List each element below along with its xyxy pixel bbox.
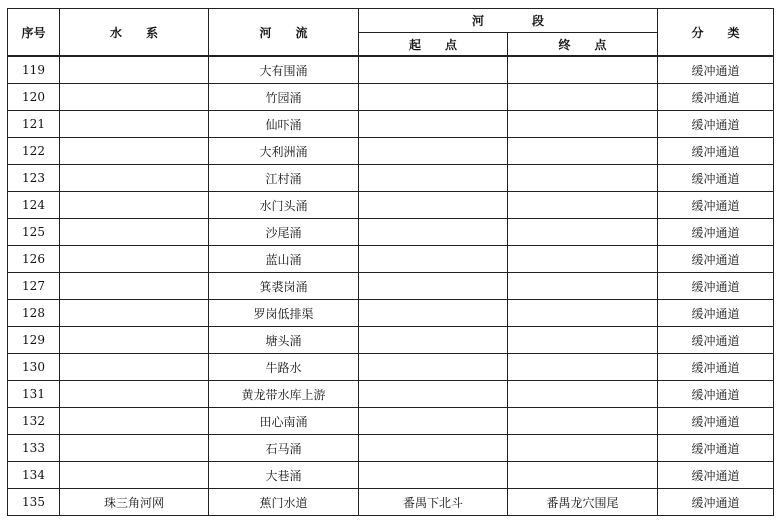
cell-river: 沙尾涌 bbox=[209, 219, 359, 246]
cell-river: 田心南涌 bbox=[209, 408, 359, 435]
cell-seq: 122 bbox=[8, 138, 60, 165]
cell-end bbox=[508, 381, 658, 408]
table-row bbox=[8, 381, 774, 408]
cell-start bbox=[359, 138, 508, 165]
cell-end bbox=[508, 462, 658, 489]
table-row bbox=[8, 273, 774, 300]
header-seq: 序号 bbox=[8, 9, 60, 57]
cell-end bbox=[508, 300, 658, 327]
cell-start bbox=[359, 192, 508, 219]
cell-category: 缓冲通道 bbox=[658, 300, 774, 327]
cell-category: 缓冲通道 bbox=[658, 462, 774, 489]
cell-category: 缓冲通道 bbox=[658, 84, 774, 111]
cell-seq: 135 bbox=[8, 489, 60, 516]
cell-seq: 123 bbox=[8, 165, 60, 192]
table-row bbox=[8, 489, 774, 516]
table-row bbox=[8, 435, 774, 462]
cell-category: 缓冲通道 bbox=[658, 381, 774, 408]
header-water-system: 水 系 bbox=[60, 9, 209, 57]
cell-end bbox=[508, 354, 658, 381]
cell-water-system bbox=[60, 165, 209, 192]
cell-seq: 131 bbox=[8, 381, 60, 408]
cell-category: 缓冲通道 bbox=[658, 327, 774, 354]
table-row bbox=[8, 327, 774, 354]
cell-water-system bbox=[60, 435, 209, 462]
table-row bbox=[8, 84, 774, 111]
cell-water-system bbox=[60, 408, 209, 435]
cell-river: 江村涌 bbox=[209, 165, 359, 192]
cell-end bbox=[508, 219, 658, 246]
cell-end: 番禺龙穴围尾 bbox=[508, 489, 658, 516]
table-row bbox=[8, 300, 774, 327]
cell-seq: 126 bbox=[8, 246, 60, 273]
cell-category: 缓冲通道 bbox=[658, 408, 774, 435]
cell-seq: 121 bbox=[8, 111, 60, 138]
cell-river: 箕裘岗涌 bbox=[209, 273, 359, 300]
cell-end bbox=[508, 111, 658, 138]
cell-water-system bbox=[60, 273, 209, 300]
cell-start bbox=[359, 300, 508, 327]
header-category: 分 类 bbox=[658, 9, 774, 57]
cell-seq: 130 bbox=[8, 354, 60, 381]
cell-river: 蓝山涌 bbox=[209, 246, 359, 273]
table-row bbox=[8, 462, 774, 489]
cell-water-system bbox=[60, 246, 209, 273]
cell-start bbox=[359, 273, 508, 300]
cell-start bbox=[359, 327, 508, 354]
cell-end bbox=[508, 273, 658, 300]
cell-seq: 120 bbox=[8, 84, 60, 111]
table-body bbox=[8, 56, 774, 516]
river-table bbox=[7, 8, 774, 516]
cell-seq: 133 bbox=[8, 435, 60, 462]
cell-end bbox=[508, 246, 658, 273]
cell-category: 缓冲通道 bbox=[658, 354, 774, 381]
table-row bbox=[8, 138, 774, 165]
cell-seq: 132 bbox=[8, 408, 60, 435]
table-row bbox=[8, 219, 774, 246]
cell-river: 塘头涌 bbox=[209, 327, 359, 354]
cell-start bbox=[359, 219, 508, 246]
table-row bbox=[8, 165, 774, 192]
cell-river: 牛路水 bbox=[209, 354, 359, 381]
cell-river: 黄龙带水库上游 bbox=[209, 381, 359, 408]
cell-water-system bbox=[60, 84, 209, 111]
cell-end bbox=[508, 56, 658, 84]
cell-category: 缓冲通道 bbox=[658, 56, 774, 84]
cell-river: 石马涌 bbox=[209, 435, 359, 462]
cell-start bbox=[359, 408, 508, 435]
table-row bbox=[8, 192, 774, 219]
cell-water-system bbox=[60, 462, 209, 489]
cell-water-system bbox=[60, 56, 209, 84]
cell-category: 缓冲通道 bbox=[658, 111, 774, 138]
table-row bbox=[8, 246, 774, 273]
cell-start bbox=[359, 354, 508, 381]
cell-category: 缓冲通道 bbox=[658, 192, 774, 219]
header-end: 终 点 bbox=[508, 33, 658, 57]
cell-water-system bbox=[60, 300, 209, 327]
cell-water-system bbox=[60, 111, 209, 138]
cell-category: 缓冲通道 bbox=[658, 435, 774, 462]
cell-start bbox=[359, 435, 508, 462]
cell-end bbox=[508, 84, 658, 111]
cell-water-system bbox=[60, 219, 209, 246]
cell-end bbox=[508, 408, 658, 435]
header-river: 河 流 bbox=[209, 9, 359, 57]
table-row bbox=[8, 56, 774, 84]
cell-seq: 129 bbox=[8, 327, 60, 354]
cell-water-system bbox=[60, 354, 209, 381]
cell-start bbox=[359, 111, 508, 138]
cell-water-system bbox=[60, 192, 209, 219]
cell-start bbox=[359, 462, 508, 489]
cell-river: 水门头涌 bbox=[209, 192, 359, 219]
cell-category: 缓冲通道 bbox=[658, 273, 774, 300]
cell-water-system bbox=[60, 381, 209, 408]
cell-seq: 119 bbox=[8, 56, 60, 84]
cell-end bbox=[508, 165, 658, 192]
cell-river: 蕉门水道 bbox=[209, 489, 359, 516]
cell-category: 缓冲通道 bbox=[658, 219, 774, 246]
cell-water-system bbox=[60, 327, 209, 354]
cell-category: 缓冲通道 bbox=[658, 165, 774, 192]
cell-river: 竹园涌 bbox=[209, 84, 359, 111]
cell-start bbox=[359, 165, 508, 192]
table-row bbox=[8, 354, 774, 381]
cell-end bbox=[508, 327, 658, 354]
cell-water-system: 珠三角河网 bbox=[60, 489, 209, 516]
cell-start: 番禺下北斗 bbox=[359, 489, 508, 516]
cell-seq: 128 bbox=[8, 300, 60, 327]
cell-category: 缓冲通道 bbox=[658, 138, 774, 165]
cell-seq: 125 bbox=[8, 219, 60, 246]
cell-end bbox=[508, 192, 658, 219]
cell-water-system bbox=[60, 138, 209, 165]
cell-river: 大有围涌 bbox=[209, 56, 359, 84]
cell-river: 罗岗低排渠 bbox=[209, 300, 359, 327]
cell-start bbox=[359, 381, 508, 408]
cell-start bbox=[359, 84, 508, 111]
cell-category: 缓冲通道 bbox=[658, 489, 774, 516]
cell-river: 仙吓涌 bbox=[209, 111, 359, 138]
cell-end bbox=[508, 435, 658, 462]
table-row bbox=[8, 111, 774, 138]
cell-seq: 124 bbox=[8, 192, 60, 219]
cell-end bbox=[508, 138, 658, 165]
header-segment: 河 段 bbox=[359, 9, 658, 33]
cell-river: 大巷涌 bbox=[209, 462, 359, 489]
table-row bbox=[8, 408, 774, 435]
cell-river: 大利洲涌 bbox=[209, 138, 359, 165]
cell-start bbox=[359, 56, 508, 84]
cell-seq: 134 bbox=[8, 462, 60, 489]
table-header bbox=[8, 9, 774, 57]
header-start: 起 点 bbox=[359, 33, 508, 57]
cell-category: 缓冲通道 bbox=[658, 246, 774, 273]
cell-start bbox=[359, 246, 508, 273]
cell-seq: 127 bbox=[8, 273, 60, 300]
